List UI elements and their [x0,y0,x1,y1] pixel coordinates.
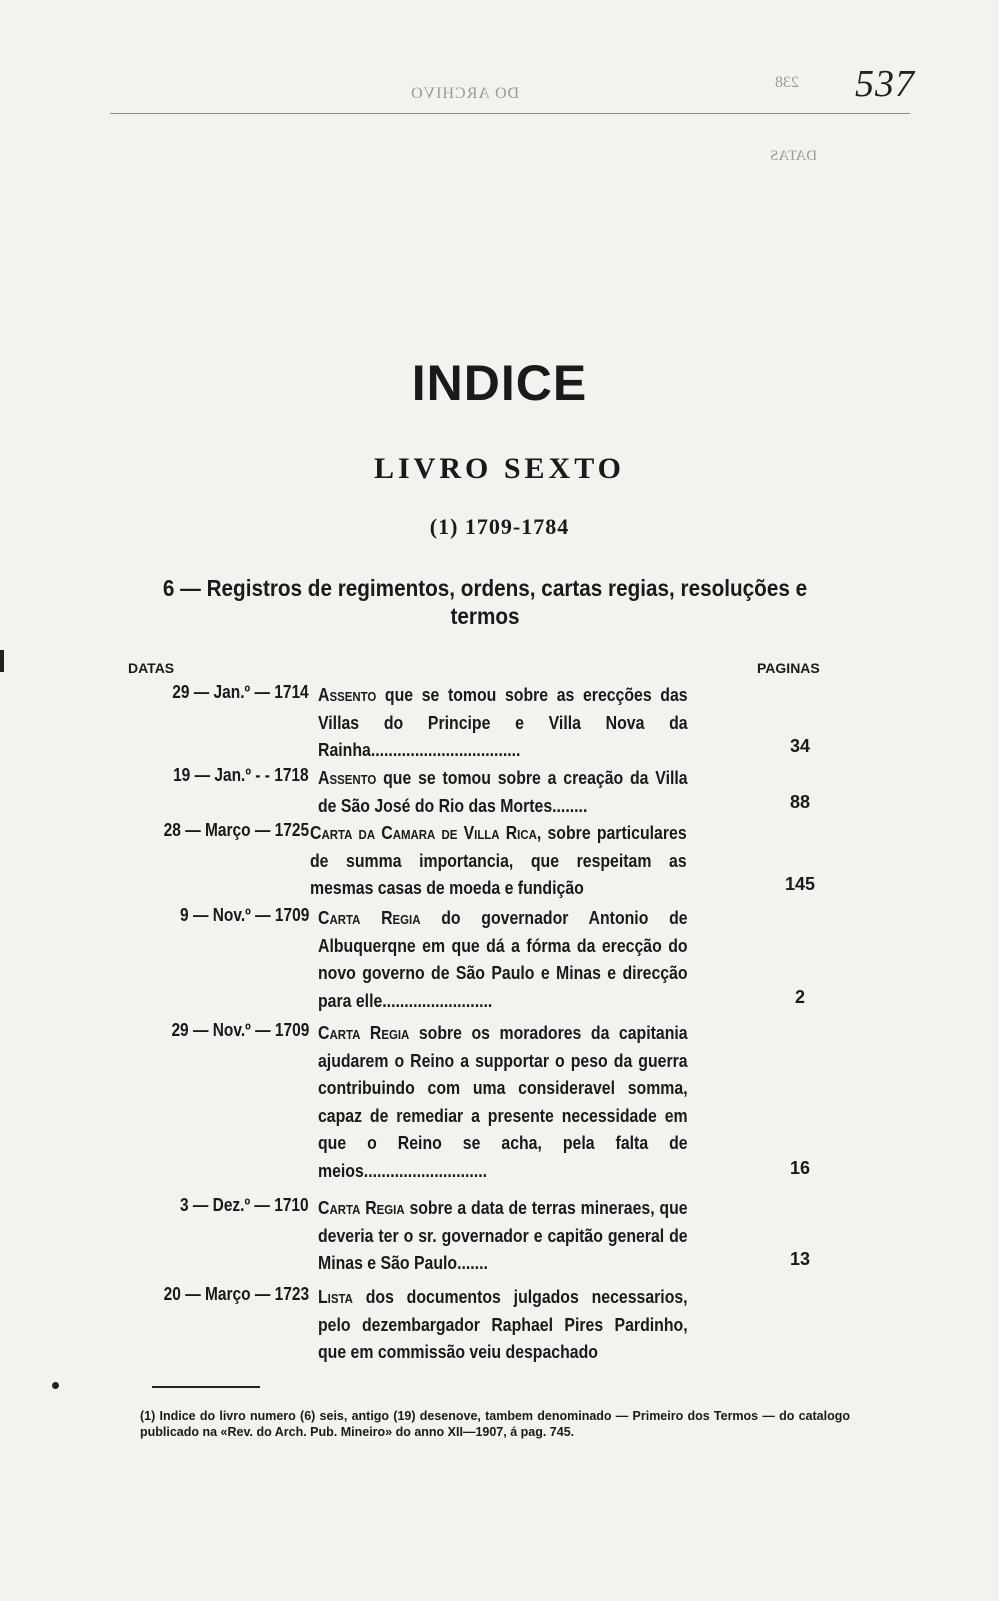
entry-text: sobre particulares de summa importancia, que respeitam as mesmas casas de moeda e fundição [310,823,687,898]
entry-description [318,1195,688,1278]
column-header-pages: PAGINAS [757,660,820,676]
section-heading: 6 — Registros de regimentos, ordens, cartas regias, resoluções e termos [162,575,808,629]
year-range: (1) 1709-1784 [429,514,570,539]
entry-date: 29 — Nov.º — 1709 [171,1020,309,1040]
entry-kind: Carta Regia [318,1198,405,1218]
entry-dots: ....... [457,1253,488,1273]
entry-dots: .................................. [370,740,521,760]
entry-description [318,1284,688,1367]
entry-date: 29 — Jan.º — 1714 [172,682,309,702]
entry-kind: Assento [318,685,377,705]
footnote-rule [152,1386,260,1388]
running-head-bleed: DO ARCHIVO [410,85,520,102]
entry-dots: ........ [552,795,588,816]
entry-text: sobre os moradores da capitania ajudarem o Reino a supportar o peso da guerra contribuindo com uma consideravel somma, capaz de remediar a presente necessidade em que o Reino se acha, pela falta de meios [318,1023,688,1181]
entry-text: sobre a data de terras mineraes, que deveria ter o sr. governador e capitão general de Minas e São Paulo [318,1198,688,1273]
book-subtitle: LIVRO SEXTO [373,452,625,485]
page-title: INDICE [411,355,588,411]
running-head-number-bleed: 238 [775,74,799,91]
entry-kind: Carta Regia [318,1023,410,1043]
entry-description [318,905,688,1015]
entry-date: 3 — Dez.º — 1710 [180,1195,309,1215]
entry-description [318,682,688,765]
entry-date: 20 — Março — 1723 [163,1284,309,1304]
entry-text: do governador Antonio de Albuquerqne em que dá a fórma da erecção do novo governo de São Paulo e Minas e direcção para elle [318,908,688,1011]
margin-bullet [52,1382,59,1389]
entry-page: 88 [789,792,811,812]
entry-dots: ............................ [363,1160,488,1181]
entry-kind: Assento [318,768,377,788]
margin-mark [0,650,4,672]
entry-text: que se tomou sobre a creação da Villa de São José do Rio das Mortes [318,768,688,816]
entry-description [310,820,687,903]
entry-text: dos documentos julgados necessarios, pelo dezembargador Raphael Pires Pardinho, que em commissão veiu despachado [318,1287,688,1362]
top-rule [110,113,910,114]
entry-page: 13 [789,1249,811,1269]
entry-page: 16 [789,1158,811,1178]
entry-kind: Carta Regia [318,908,421,928]
ghost-datas-bleed: DATAS [770,148,818,164]
entry-description [318,765,688,820]
page-number: 537 [855,63,915,105]
entry-page: 2 [794,987,805,1007]
entry-page: 145 [784,874,816,894]
entry-date: 28 — Março — 1725 [163,820,309,840]
entry-page: 34 [789,736,811,756]
entry-date: 9 — Nov.º — 1709 [179,905,309,925]
entry-date: 19 — Jan.º - - 1718 [173,765,309,785]
entry-kind: Lista [318,1287,353,1307]
entry-description [318,1020,688,1185]
column-header-dates: DATAS [128,660,175,676]
entry-text: que se tomou sobre as erecções das Villas do Principe e Villa Nova da Rainha [318,685,688,760]
entry-kind: Carta da Camara de Villa Rica, [310,823,542,843]
footnote: (1) Indice do livro numero (6) seis, antigo (19) desenove, tambem denominado — Primeiro dos Termos — do catalogo publicado na «Rev. do Arch. Pub. Mineiro» do anno XII—1907, á pag. 745. [140,1409,850,1439]
entry-dots: ......................... [382,990,493,1011]
